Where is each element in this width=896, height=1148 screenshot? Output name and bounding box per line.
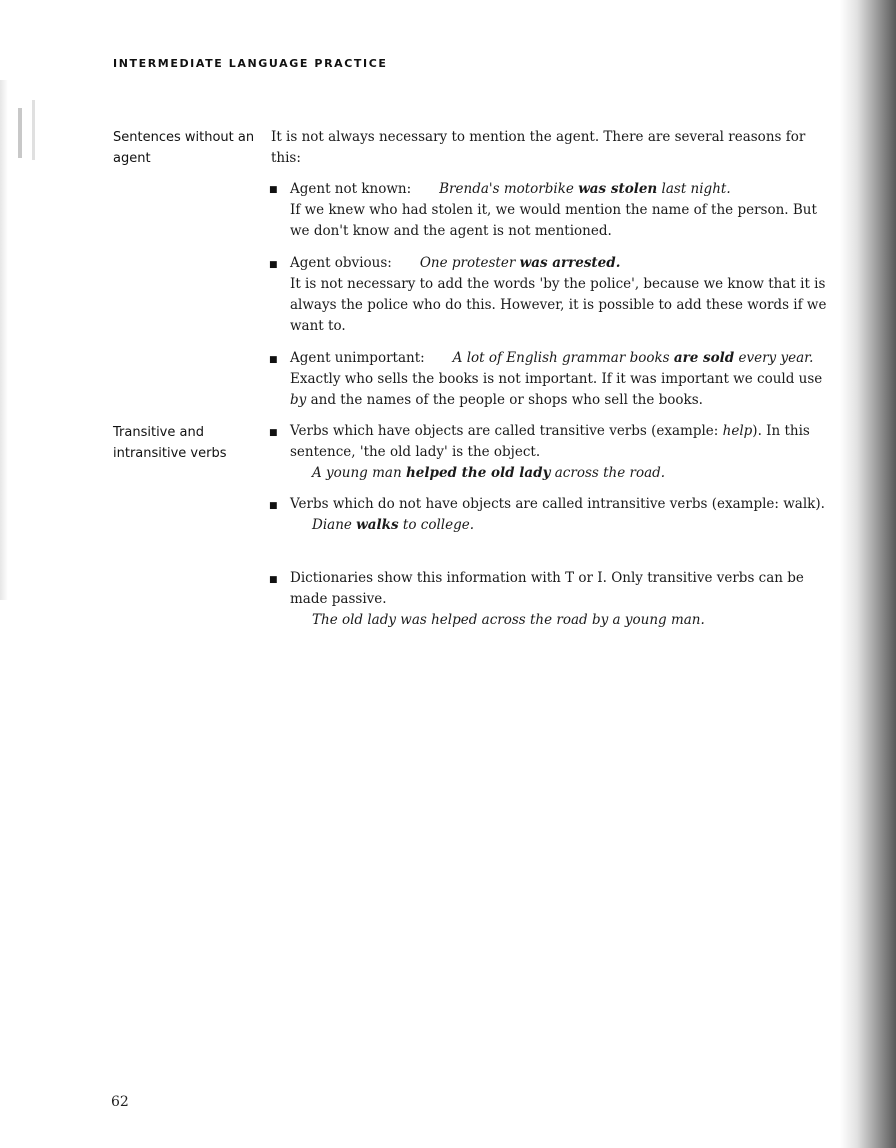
example-bold-text: walks bbox=[356, 517, 399, 533]
square-bullet-icon: ■ bbox=[269, 501, 278, 511]
item-lead: Agent not known: bbox=[290, 181, 412, 197]
intro-text: It is not always necessary to mention the agent. There are several reasons for this: bbox=[271, 129, 806, 166]
item-example-line bbox=[290, 348, 830, 369]
page-edge-shadow bbox=[840, 0, 896, 1148]
scan-artifact bbox=[32, 100, 35, 160]
running-header: INTERMEDIATE LANGUAGE PRACTICE bbox=[113, 57, 388, 70]
item-text: Dictionaries show this information with T or I. Only transitive verbs can be made passive. bbox=[290, 570, 804, 607]
section-label-transitive-verbs: Transitive and intransitive verbs bbox=[113, 425, 227, 461]
example-text: The old lady was helped across the road by a young man. bbox=[312, 612, 705, 628]
page-number: 62 bbox=[111, 1094, 129, 1110]
item-example bbox=[290, 610, 830, 631]
list-item bbox=[290, 179, 830, 242]
explanation-italic: by bbox=[290, 392, 307, 408]
example-bold-text: was stolen bbox=[578, 181, 658, 197]
example-bold-text: helped the old lady bbox=[405, 465, 551, 481]
square-bullet-icon: ■ bbox=[269, 575, 278, 585]
square-bullet-icon: ■ bbox=[269, 355, 278, 365]
item-lead: Agent obvious: bbox=[290, 255, 392, 271]
item-explanation: It is not necessary to add the words 'by the police', because we know that it is always the police who do this. However, it is possible to add these words if we want to. bbox=[290, 276, 827, 334]
section-intro bbox=[271, 127, 821, 169]
item-explanation bbox=[290, 369, 830, 411]
example-text: across the road. bbox=[554, 465, 666, 481]
example-bold-text: was arrested. bbox=[519, 255, 621, 271]
list-item bbox=[290, 348, 830, 411]
example-text: Brenda's motorbike bbox=[439, 181, 574, 197]
scan-margin-shadow bbox=[0, 80, 8, 600]
item-explanation: If we knew who had stolen it, we would mention the name of the person. But we don't know and the agent is not mentioned. bbox=[290, 202, 817, 239]
section-label-sentences-without-agent: Sentences without an agent bbox=[113, 130, 255, 166]
item-text-part: Verbs which have objects are called transitive verbs (example: bbox=[290, 423, 719, 439]
square-bullet-icon: ■ bbox=[269, 260, 278, 270]
item-text-part: ). In this sentence, 'the old lady' is the object. bbox=[290, 423, 810, 460]
example-text: A young man bbox=[312, 465, 402, 481]
item-text: Verbs which do not have objects are called intransitive verbs (example: walk). bbox=[290, 496, 825, 512]
example-text: last night. bbox=[661, 181, 731, 197]
item-example bbox=[290, 463, 830, 484]
list-item bbox=[290, 494, 830, 536]
item-text-italic: help bbox=[722, 423, 753, 439]
example-text: every year. bbox=[738, 350, 814, 366]
list-item bbox=[290, 253, 830, 337]
item-example-line bbox=[290, 253, 830, 274]
item-text bbox=[290, 421, 830, 463]
list-item bbox=[290, 421, 830, 484]
example-bold-text: are sold bbox=[673, 350, 735, 366]
item-lead: Agent unimportant: bbox=[290, 350, 425, 366]
example-text: Diane bbox=[312, 517, 352, 533]
explanation-text: and the names of the people or shops who sell the books. bbox=[310, 392, 703, 408]
example-text: to college. bbox=[402, 517, 475, 533]
scan-artifact bbox=[18, 108, 22, 158]
list-item bbox=[290, 568, 830, 631]
example-text: One protester bbox=[419, 255, 516, 271]
item-example-line bbox=[290, 179, 830, 200]
example-text: A lot of English grammar books bbox=[452, 350, 670, 366]
item-example bbox=[290, 515, 830, 536]
square-bullet-icon: ■ bbox=[269, 428, 278, 438]
explanation-text: Exactly who sells the books is not important. If it was important we could use bbox=[290, 371, 823, 387]
square-bullet-icon: ■ bbox=[269, 185, 278, 195]
